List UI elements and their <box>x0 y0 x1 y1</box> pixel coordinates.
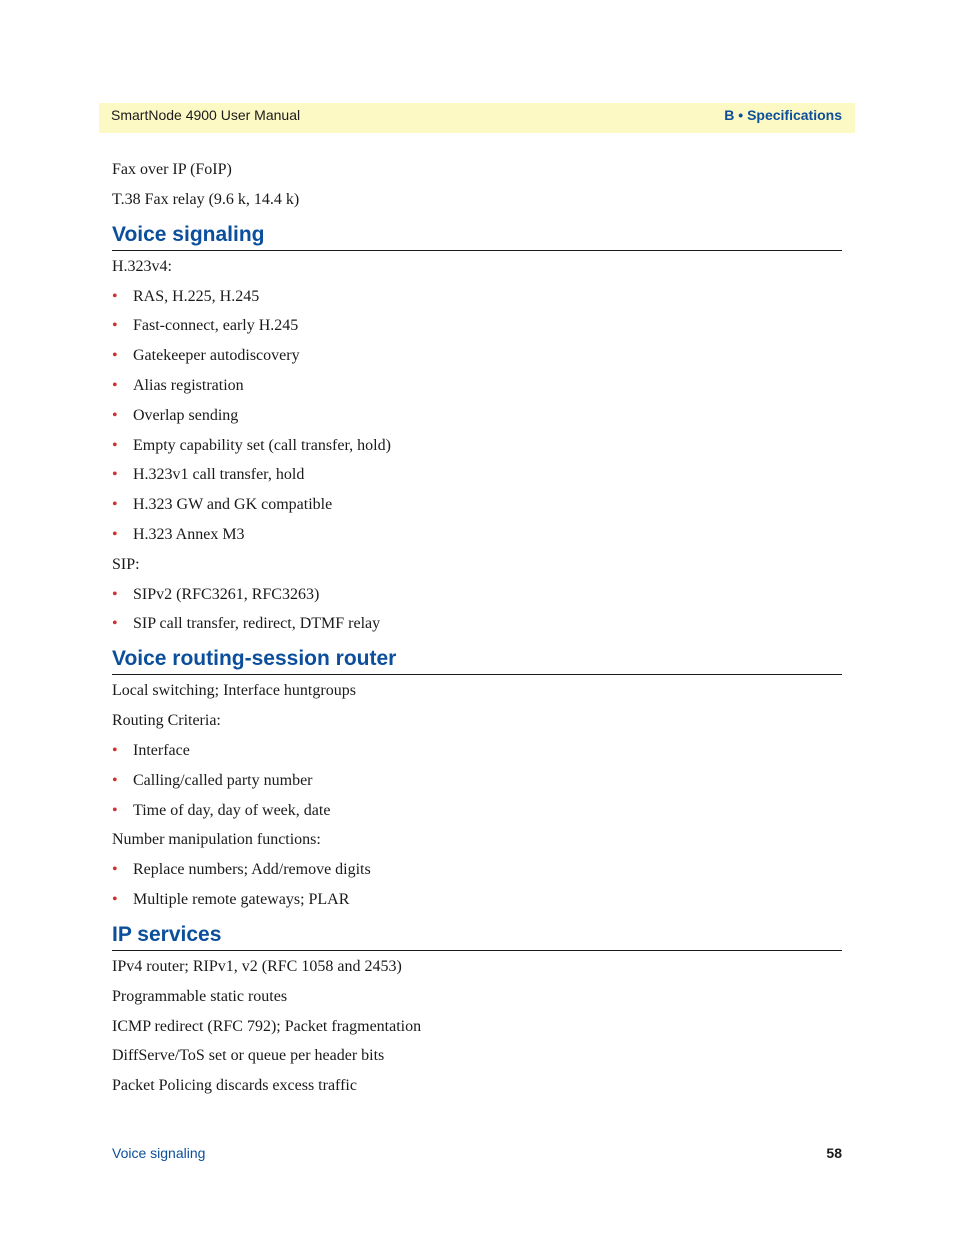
list-item <box>112 376 842 396</box>
list-item-text: H.323 Annex M3 <box>133 525 245 543</box>
running-header <box>99 103 855 133</box>
bullet-icon: • <box>112 496 118 514</box>
paragraph: Number manipulation functions: <box>112 831 321 849</box>
list-item <box>112 495 842 515</box>
bullet-icon: • <box>112 317 118 335</box>
bullet-icon: • <box>112 615 118 633</box>
list-item <box>112 614 842 634</box>
list-item <box>112 316 842 336</box>
bullet-icon: • <box>112 406 118 424</box>
list-item-text: Multiple remote gateways; PLAR <box>133 890 350 908</box>
list-item <box>112 436 842 456</box>
bullet-icon: • <box>112 741 118 759</box>
list-item-text: Fast-connect, early H.245 <box>133 317 299 335</box>
list-item-text: Replace numbers; Add/remove digits <box>133 861 371 879</box>
manual-title: SmartNode 4900 User Manual <box>111 107 301 123</box>
bullet-icon: • <box>112 287 118 305</box>
list-item-text: Time of day, day of week, date <box>133 801 331 819</box>
list-item-text: Empty capability set (call transfer, hold) <box>133 436 391 454</box>
bullet-icon: • <box>112 347 118 365</box>
list-item-text: RAS, H.225, H.245 <box>133 287 260 305</box>
section-heading-ip-services: IP services <box>112 923 842 951</box>
section-heading-voice-routing: Voice routing-session router <box>112 647 842 675</box>
bullet-icon: • <box>112 436 118 454</box>
list-item-text: Overlap sending <box>133 406 239 424</box>
list-item <box>112 406 842 426</box>
list-item <box>112 741 842 761</box>
bullet-icon: • <box>112 890 118 908</box>
bullet-icon: • <box>112 861 118 879</box>
list-item-text: Calling/called party number <box>133 771 313 789</box>
paragraph: Programmable static routes <box>112 987 288 1005</box>
list-item <box>112 860 842 880</box>
paragraph: Fax over IP (FoIP) <box>112 161 232 178</box>
bullet-icon: • <box>112 771 118 789</box>
chapter-title: B • Specifications <box>724 107 842 123</box>
paragraph: H.323v4: <box>112 257 172 275</box>
bullet-icon: • <box>112 801 118 819</box>
bullet-icon: • <box>112 466 118 484</box>
page-body <box>112 160 842 1106</box>
section-heading-voice-signaling: Voice signaling <box>112 223 842 251</box>
page-number: 58 <box>826 1145 842 1161</box>
list-item <box>112 525 842 545</box>
list-item-text: SIPv2 (RFC3261, RFC3263) <box>133 585 320 603</box>
footer-section-link[interactable]: Voice signaling <box>112 1145 206 1161</box>
list-item <box>112 585 842 605</box>
list-item <box>112 346 842 366</box>
bullet-icon: • <box>112 376 118 394</box>
list-item <box>112 287 842 307</box>
paragraph: T.38 Fax relay (9.6 k, 14.4 k) <box>112 190 300 208</box>
list-item-text: H.323 GW and GK compatible <box>133 496 333 514</box>
list-item <box>112 771 842 791</box>
list-item-text: Gatekeeper autodiscovery <box>133 347 300 365</box>
list-item <box>112 801 842 821</box>
paragraph: Packet Policing discards excess traffic <box>112 1077 357 1095</box>
list-item-text: Alias registration <box>133 376 244 394</box>
paragraph: Local switching; Interface huntgroups <box>112 682 356 700</box>
paragraph: ICMP redirect (RFC 792); Packet fragmentation <box>112 1017 422 1035</box>
list-item-text: Interface <box>133 741 190 759</box>
list-item <box>112 465 842 485</box>
list-item <box>112 890 842 910</box>
list-item-text: SIP call transfer, redirect, DTMF relay <box>133 615 381 633</box>
paragraph: SIP: <box>112 555 140 573</box>
bullet-icon: • <box>112 585 118 603</box>
paragraph: IPv4 router; RIPv1, v2 (RFC 1058 and 2453) <box>112 957 402 975</box>
paragraph: DiffServe/ToS set or queue per header bits <box>112 1047 385 1065</box>
list-item-text: H.323v1 call transfer, hold <box>133 466 305 484</box>
bullet-icon: • <box>112 525 118 543</box>
paragraph: Routing Criteria: <box>112 712 221 730</box>
